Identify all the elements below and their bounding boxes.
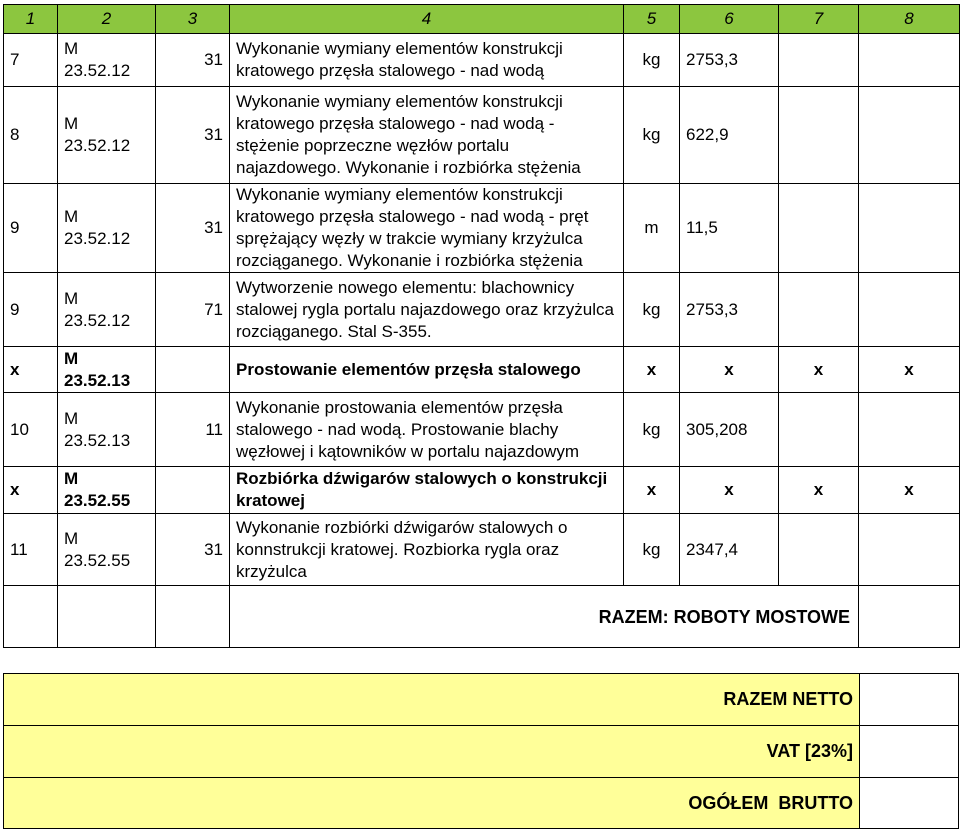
column-header: 4 xyxy=(230,5,624,34)
row-number: 71 xyxy=(156,273,230,347)
table-row xyxy=(4,393,960,467)
summary-row xyxy=(4,586,960,648)
vat-label: VAT [23%] xyxy=(4,726,860,778)
row-quantity: x xyxy=(680,347,779,393)
empty-cell xyxy=(156,586,230,648)
row-quantity: x xyxy=(680,467,779,514)
column-header: 5 xyxy=(624,5,680,34)
row-value xyxy=(859,87,960,184)
row-quantity: 622,9 xyxy=(680,87,779,184)
row-price xyxy=(779,87,859,184)
ogolem-brutto-value xyxy=(860,778,959,829)
row-number: 31 xyxy=(156,514,230,586)
row-price: x xyxy=(779,467,859,514)
row-lp: 9 xyxy=(4,184,58,273)
row-number: 31 xyxy=(156,34,230,87)
row-description: Wykonanie rozbiórki dźwigarów stalowych o konnstrukcji kratowej. Rozbiorka rygla oraz krzyżulca xyxy=(230,514,624,586)
row-quantity: 2753,3 xyxy=(680,273,779,347)
row-price xyxy=(779,393,859,467)
row-code: M 23.52.12 xyxy=(58,273,156,347)
row-value: x xyxy=(859,347,960,393)
totals-row-vat xyxy=(4,726,959,778)
razem-netto-label: RAZEM NETTO xyxy=(4,674,860,726)
row-value xyxy=(859,184,960,273)
section-title: Rozbiórka dźwigarów stalowych o konstrukcji kratowej xyxy=(230,467,624,514)
row-description: Wykonanie wymiany elementów konstrukcji kratowego przęsła stalowego - nad wodą xyxy=(230,34,624,87)
section-row xyxy=(4,467,960,514)
table-row xyxy=(4,87,960,184)
row-lp: 7 xyxy=(4,34,58,87)
razem-roboty-mostowe-label: RAZEM: ROBOTY MOSTOWE xyxy=(230,586,859,648)
row-unit: m xyxy=(624,184,680,273)
row-quantity: 11,5 xyxy=(680,184,779,273)
row-price xyxy=(779,273,859,347)
row-code: M 23.52.12 xyxy=(58,87,156,184)
section-title: Prostowanie elementów przęsła stalowego xyxy=(230,347,624,393)
row-value xyxy=(859,34,960,87)
row-value: x xyxy=(859,467,960,514)
empty-cell xyxy=(58,586,156,648)
cost-estimate-table xyxy=(3,4,960,648)
row-code: M 23.52.55 xyxy=(58,467,156,514)
empty-cell xyxy=(4,586,58,648)
header-row xyxy=(4,5,960,34)
totals-table xyxy=(3,673,959,829)
totals-row-brutto xyxy=(4,778,959,829)
row-unit: kg xyxy=(624,393,680,467)
row-value xyxy=(859,514,960,586)
table-row xyxy=(4,184,960,273)
column-header: 1 xyxy=(4,5,58,34)
row-description: Wykonanie wymiany elementów konstrukcji kratowego przęsła stalowego - nad wodą - pręt sprężający węzły w trakcie wymiany krzyżulca rozciąganego. Wykonanie i rozbiórka stężenia xyxy=(230,184,624,273)
row-price xyxy=(779,34,859,87)
row-unit: kg xyxy=(624,34,680,87)
column-header: 2 xyxy=(58,5,156,34)
row-value xyxy=(859,273,960,347)
row-lp: 9 xyxy=(4,273,58,347)
row-description: Wykonanie wymiany elementów konstrukcji kratowego przęsła stalowego - nad wodą - stężenie poprzeczne węzłów portalu najazdowego. Wykonanie i rozbiórka stężenia xyxy=(230,87,624,184)
table-row xyxy=(4,273,960,347)
row-quantity: 305,208 xyxy=(680,393,779,467)
row-price: x xyxy=(779,347,859,393)
row-price xyxy=(779,184,859,273)
ogolem-brutto-label: OGÓŁEM BRUTTO xyxy=(4,778,860,829)
column-header: 7 xyxy=(779,5,859,34)
row-number: 11 xyxy=(156,393,230,467)
row-quantity: 2347,4 xyxy=(680,514,779,586)
row-description: Wytworzenie nowego elementu: blachownicy stalowej rygla portalu najazdowego oraz krzyżulca rozciąganego. Stal S-355. xyxy=(230,273,624,347)
row-code: M 23.52.13 xyxy=(58,393,156,467)
row-lp: x xyxy=(4,347,58,393)
row-lp: 10 xyxy=(4,393,58,467)
column-header: 8 xyxy=(859,5,960,34)
row-lp: 8 xyxy=(4,87,58,184)
row-description: Wykonanie prostowania elementów przęsła stalowego - nad wodą. Prostowanie blachy węzłowej i kątowników w portalu najazdowym xyxy=(230,393,624,467)
vat-value xyxy=(860,726,959,778)
table-row xyxy=(4,34,960,87)
row-unit: kg xyxy=(624,514,680,586)
row-unit: x xyxy=(624,347,680,393)
column-header: 6 xyxy=(680,5,779,34)
row-number xyxy=(156,347,230,393)
row-number: 31 xyxy=(156,87,230,184)
section-row xyxy=(4,347,960,393)
row-code: M 23.52.55 xyxy=(58,514,156,586)
row-code: M 23.52.13 xyxy=(58,347,156,393)
row-code: M 23.52.12 xyxy=(58,34,156,87)
row-number xyxy=(156,467,230,514)
row-unit: kg xyxy=(624,87,680,184)
row-number: 31 xyxy=(156,184,230,273)
row-quantity: 2753,3 xyxy=(680,34,779,87)
row-value xyxy=(859,393,960,467)
row-code: M 23.52.12 xyxy=(58,184,156,273)
row-unit: kg xyxy=(624,273,680,347)
row-lp: x xyxy=(4,467,58,514)
row-unit: x xyxy=(624,467,680,514)
razem-netto-value xyxy=(860,674,959,726)
row-price xyxy=(779,514,859,586)
razem-value-cell xyxy=(859,586,960,648)
column-header: 3 xyxy=(156,5,230,34)
totals-row-netto xyxy=(4,674,959,726)
table-row xyxy=(4,514,960,586)
row-lp: 11 xyxy=(4,514,58,586)
